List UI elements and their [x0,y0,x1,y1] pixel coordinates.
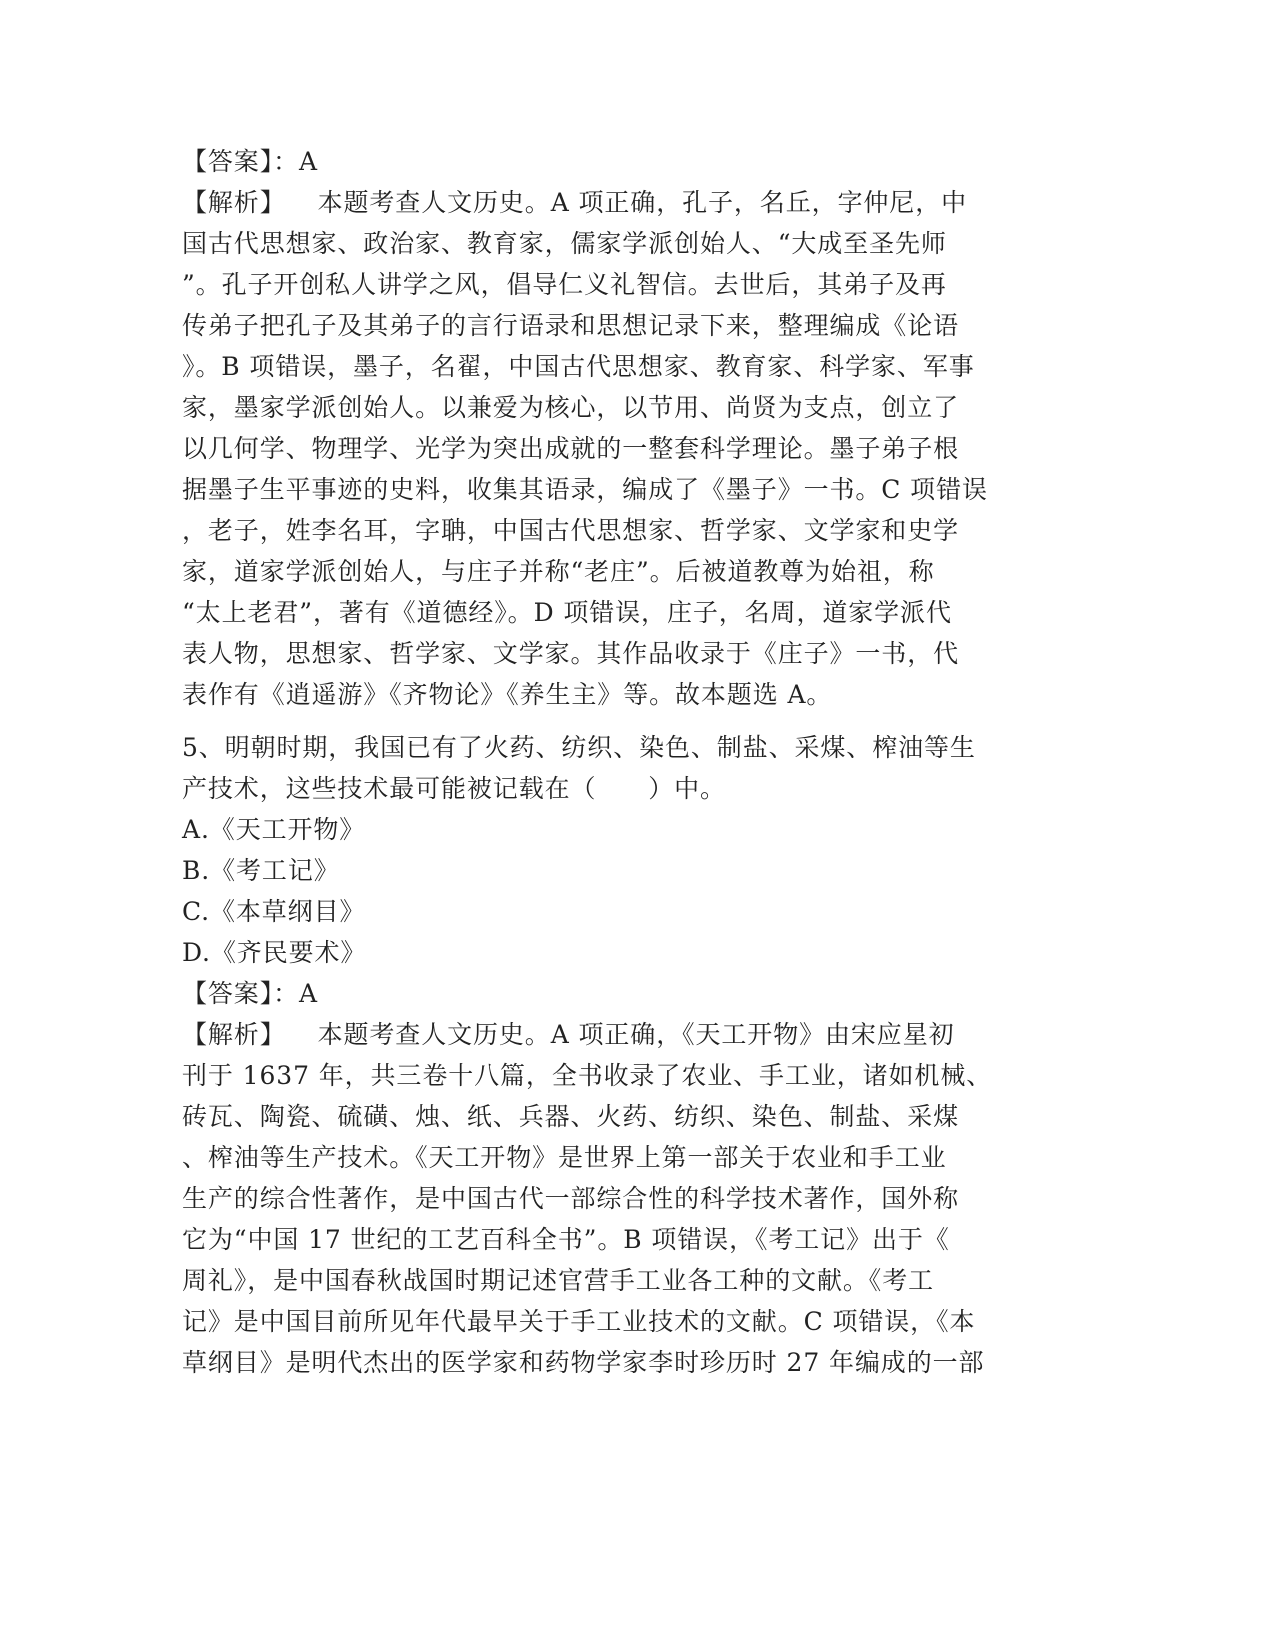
answer-value: A [299,147,318,176]
answer-label: 【答案】： [182,147,300,176]
analysis-text: 砖瓦、陶瓷、硫磺、烛、纸、兵器、火药、纺织、染色、制盐、采煤 [182,1102,960,1131]
analysis-text: 记》是中国目前所见年代最早关于手工业技术的文献。C 项错误，《本 [182,1307,976,1336]
analysis-text: 本题考查人文历史。A 项正确，《天工开物》由宋应星初 [317,1020,955,1049]
analysis-text: ”。孔子开创私人讲学之风，倡导仁义礼智信。去世后，其弟子及再 [182,270,947,299]
analysis-text: 传弟子把孔子及其弟子的言行语录和思想记录下来，整理编成《论语 [182,311,960,340]
analysis-label: 【解析】 [182,1020,286,1049]
analysis-text: 刊于 1637 年，共三卷十八篇，全书收录了农业、手工业，诸如机械、 [182,1061,993,1090]
analysis-line [182,1015,955,1055]
analysis-text: ，老子，姓李名耳，字聃，中国古代思想家、哲学家、文学家和史学 [182,516,960,545]
analysis-text: 家，墨家学派创始人。以兼爱为核心，以节用、尚贤为支点，创立了 [182,393,960,422]
option-a: A.《天工开物》 [182,815,366,844]
analysis-text: 表作有《逍遥游》《齐物论》《养生主》等。故本题选 A。 [182,680,833,709]
analysis-text: 据墨子生平事迹的史料，收集其语录，编成了《墨子》一书。C 项错误 [182,475,988,504]
analysis-text: 生产的综合性著作，是中国古代一部综合性的科学技术著作，国外称 [182,1184,960,1213]
analysis-text: 表人物，思想家、哲学家、文学家。其作品收录于《庄子》一书，代 [182,639,960,668]
analysis-text: 它为“中国 17 世纪的工艺百科全书”。B 项错误，《考工记》出于《 [182,1225,950,1254]
analysis-text: “太上老君”，著有《道德经》。D 项错误，庄子，名周，道家学派代 [182,598,952,627]
analysis-text: 国古代思想家、政治家、教育家，儒家学派创始人、“大成至圣先师 [182,229,947,258]
option-d: D.《齐民要术》 [182,938,367,967]
question-stem: 产技术，这些技术最可能被记载在（ ）中。 [182,774,726,803]
answer-line [182,142,318,182]
analysis-text: 家，道家学派创始人，与庄子并称“老庄”。后被道教尊为始祖，称 [182,557,935,586]
answer-value: A [299,979,318,1008]
analysis-line [182,183,967,223]
analysis-text: 本题考查人文历史。A 项正确，孔子，名丘，字仲尼，中 [317,188,968,217]
option-c: C.《本草纲目》 [182,897,366,926]
analysis-label: 【解析】 [182,188,286,217]
analysis-text: 、榨油等生产技术。《天工开物》是世界上第一部关于农业和手工业 [182,1143,947,1172]
answer-label: 【答案】： [182,979,300,1008]
analysis-text: 》。B 项错误，墨子，名翟，中国古代思想家、教育家、科学家、军事 [182,352,975,381]
question-stem: 5、明朝时期，我国已有了火药、纺织、染色、制盐、采煤、榨油等生 [182,733,976,762]
analysis-text: 周礼》，是中国春秋战国时期记述官营手工业各工种的文献。《考工 [182,1266,935,1295]
option-b: B.《考工记》 [182,856,340,885]
analysis-text: 以几何学、物理学、光学为突出成就的一整套科学理论。墨子弟子根 [182,434,960,463]
analysis-text: 草纲目》是明代杰出的医学家和药物学家李时珍历时 27 年编成的一部 [182,1348,985,1377]
answer-line [182,974,318,1014]
